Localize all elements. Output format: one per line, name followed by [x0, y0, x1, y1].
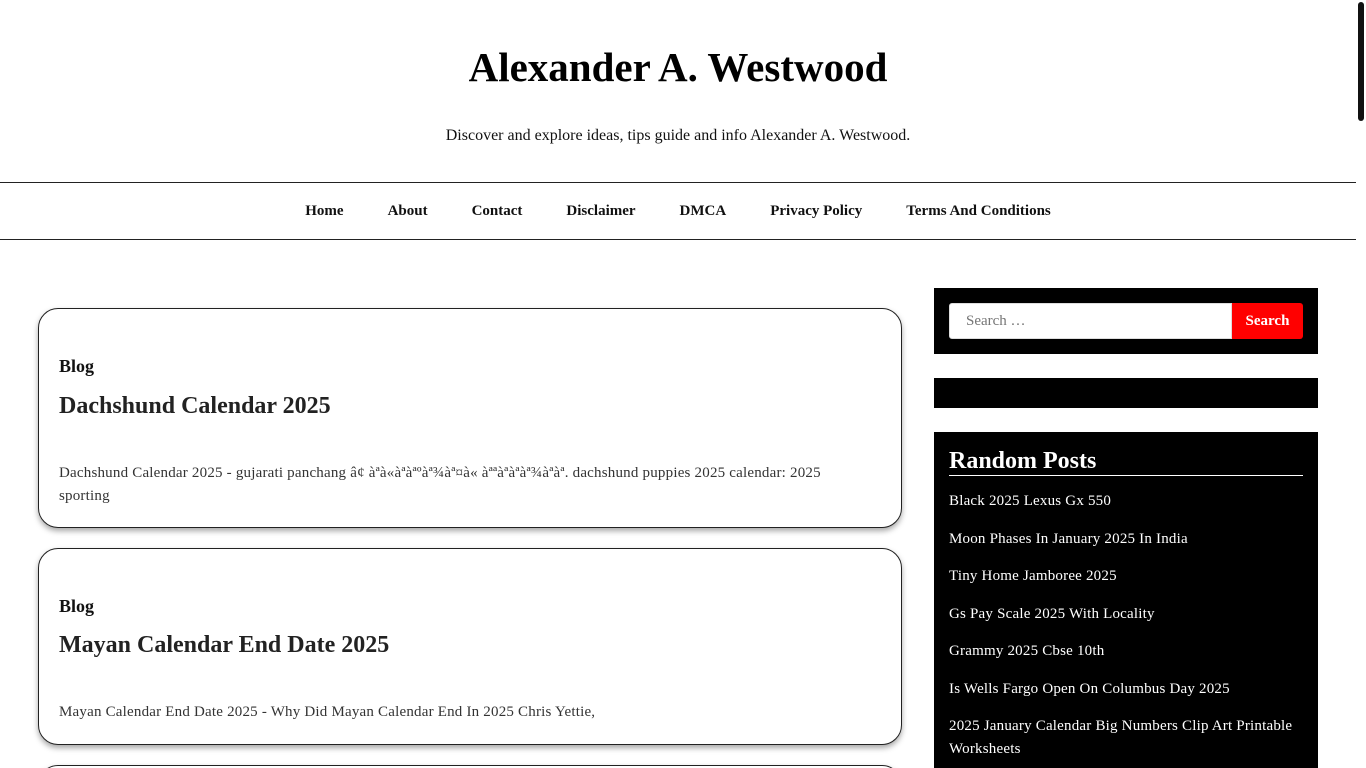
- search-widget: [934, 288, 1318, 354]
- search-input[interactable]: [949, 303, 1232, 339]
- random-posts-list: [949, 490, 1303, 768]
- random-post-link[interactable]: Moon Phases In January 2025 In India: [949, 530, 1188, 547]
- nav-item-dmca[interactable]: DMCA: [679, 203, 727, 219]
- random-post-link[interactable]: Black 2025 Lexus Gx 550: [949, 493, 1112, 509]
- nav-item-disclaimer[interactable]: Disclaimer: [566, 203, 636, 219]
- list-item: [949, 678, 1303, 701]
- list-item: [949, 528, 1303, 551]
- random-post-link[interactable]: 2025 January Calendar Big Numbers Clip Art Printable Worksheets: [949, 718, 1293, 757]
- random-post-link[interactable]: Is Wells Fargo Open On Columbus Day 2025: [949, 680, 1230, 697]
- list-item: [949, 565, 1303, 588]
- nav-item-terms-and-conditions[interactable]: Terms And Conditions: [906, 203, 1051, 219]
- post-title[interactable]: Dachshund Calendar 2025: [59, 393, 331, 419]
- site-header: [0, 0, 1356, 182]
- nav-item-home[interactable]: Home: [305, 203, 344, 219]
- site-tagline: Discover and explore ideas, tips guide and info Alexander A. Westwood.: [445, 127, 911, 144]
- post-excerpt: Dachshund Calendar 2025 - gujarati panchang â¢ àªà«àªàªºàª¾àª¤à« àªªàªàªàª¾àªàª. dachshund puppies 2025 calendar: 2025 sporting: [59, 465, 821, 504]
- post-excerpt: Mayan Calendar End Date 2025 - Why Did Mayan Calendar End In 2025 Chris Yettie,: [59, 704, 596, 720]
- post-card: [38, 308, 902, 528]
- random-posts-heading: Random Posts: [949, 447, 1303, 476]
- post-category-link[interactable]: Blog: [59, 356, 95, 376]
- nav-item-about[interactable]: About: [387, 203, 428, 219]
- post-title[interactable]: Mayan Calendar End Date 2025: [59, 632, 390, 658]
- scrollbar-thumb[interactable]: [1358, 2, 1364, 121]
- site-title[interactable]: Alexander A. Westwood: [468, 44, 888, 90]
- post-card: [38, 548, 902, 745]
- random-post-link[interactable]: Tiny Home Jamboree 2025: [949, 568, 1117, 584]
- list-item: [949, 603, 1303, 626]
- empty-widget: [934, 378, 1318, 408]
- main-nav: [0, 182, 1356, 240]
- random-post-link[interactable]: Grammy 2025 Cbse 10th: [949, 643, 1105, 659]
- nav-item-contact[interactable]: Contact: [471, 203, 523, 219]
- nav-item-privacy-policy[interactable]: Privacy Policy: [770, 203, 863, 219]
- list-item: [949, 490, 1303, 513]
- random-posts-widget: [934, 432, 1318, 768]
- list-item: [949, 640, 1303, 663]
- list-item: [949, 715, 1303, 760]
- random-post-link[interactable]: Gs Pay Scale 2025 With Locality: [949, 605, 1155, 622]
- search-button[interactable]: Search: [1232, 303, 1303, 339]
- post-category-link[interactable]: Blog: [59, 596, 95, 616]
